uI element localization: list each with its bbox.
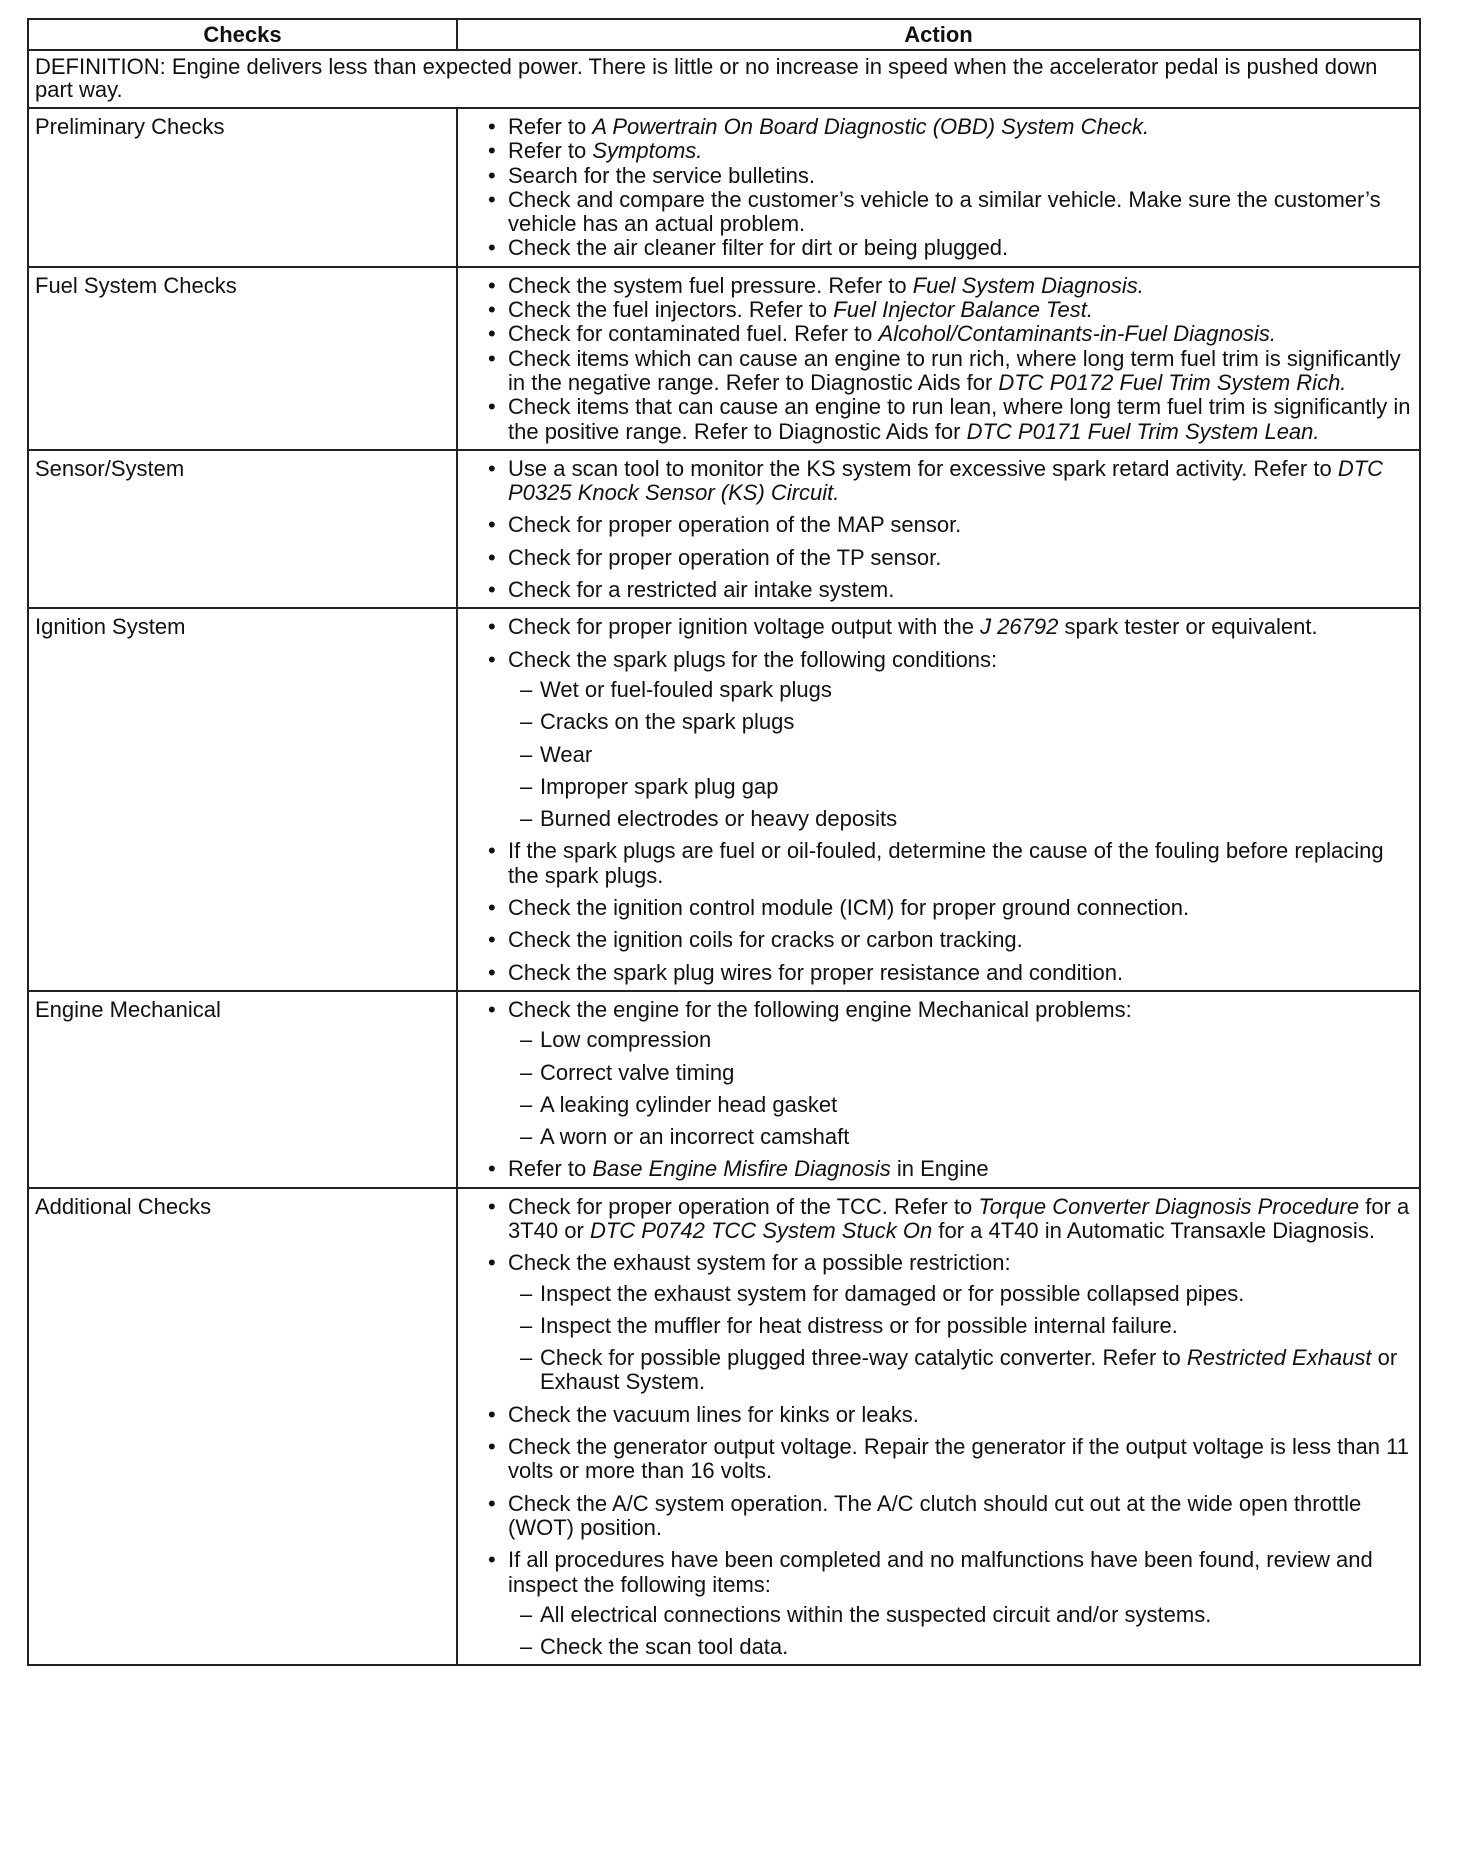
sub-item: – All electrical connections within the suspected circuit and/or systems. [508, 1603, 1411, 1627]
check-label-sensor: Sensor/System [28, 450, 457, 608]
list-item: • Check for proper operation of the TCC. Refer to Torque Converter Diagnosis Procedure for a 3T40 or DTC P0742 TCC System Stuck On for a 4T40 in Automatic Transaxle Diagnosis. [486, 1195, 1411, 1244]
sub-item: – Inspect the exhaust system for damaged or for possible collapsed pipes. [508, 1282, 1411, 1306]
definition-text: DEFINITION: Engine delivers less than expected power. There is little or no increase in speed when the accelerator pedal is pushed down part way. [28, 50, 1420, 108]
check-label-ignition: Ignition System [28, 608, 457, 991]
action-cell-fuel [457, 267, 1420, 450]
list-item: • If the spark plugs are fuel or oil-fouled, determine the cause of the fouling before replacing the spark plugs. [486, 839, 1411, 888]
list-item: • Check the generator output voltage. Repair the generator if the output voltage is less than 11 volts or more than 16 volts. [486, 1435, 1411, 1484]
table-row [28, 450, 1420, 608]
table-row [28, 991, 1420, 1188]
list-item: • Check and compare the customer’s vehicle to a similar vehicle. Make sure the customer’s vehicle has an actual problem. [486, 188, 1411, 237]
sub-item: – Wet or fuel-fouled spark plugs [508, 678, 1411, 702]
action-cell-sensor [457, 450, 1420, 608]
sub-item: – Check for possible plugged three-way catalytic converter. Refer to Restricted Exhaust or Exhaust System. [508, 1346, 1411, 1395]
sub-item: – Burned electrodes or heavy deposits [508, 807, 1411, 831]
list-item: • Check for proper operation of the MAP sensor. [486, 513, 1411, 537]
header-action: Action [457, 19, 1420, 50]
list-item: • Check the system fuel pressure. Refer to Fuel System Diagnosis. [486, 274, 1411, 298]
sub-item: – Correct valve timing [508, 1061, 1411, 1085]
table-row [28, 608, 1420, 991]
list-item: • Check the vacuum lines for kinks or leaks. [486, 1403, 1411, 1427]
list-item: • Check items that can cause an engine to run lean, where long term fuel trim is significantly in the positive range. Refer to Diagnostic Aids for DTC P0171 Fuel Trim System Lean. [486, 395, 1411, 444]
sub-item: – A leaking cylinder head gasket [508, 1093, 1411, 1117]
check-label-fuel: Fuel System Checks [28, 267, 457, 450]
list-item: • Use a scan tool to monitor the KS system for excessive spark retard activity. Refer to DTC P0325 Knock Sensor (KS) Circuit. [486, 457, 1411, 506]
sub-item: – Improper spark plug gap [508, 775, 1411, 799]
sub-item: – Wear [508, 743, 1411, 767]
list-item: • Check the engine for the following engine Mechanical problems: – Low compression – Correct valve timing – A leaking cylinder head gasket – A worn or an incorrect camshaft [486, 998, 1411, 1149]
list-item: • Check the ignition coils for cracks or carbon tracking. [486, 928, 1411, 952]
table-row [28, 267, 1420, 450]
check-label-additional: Additional Checks [28, 1188, 457, 1666]
list-item: • Search for the service bulletins. [486, 164, 1411, 188]
sub-item: – Inspect the muffler for heat distress or for possible internal failure. [508, 1314, 1411, 1338]
diagnosis-table [27, 18, 1421, 1666]
list-item: • Check for contaminated fuel. Refer to Alcohol/Contaminants-in-Fuel Diagnosis. [486, 322, 1411, 346]
action-cell-mechanical [457, 991, 1420, 1188]
list-item: • If all procedures have been completed and no malfunctions have been found, review and inspect the following items: – All electrical connections within the suspected circuit and/or systems. – Check the scan tool data. [486, 1548, 1411, 1659]
table-row [28, 108, 1420, 267]
list-item: • Check items which can cause an engine to run rich, where long term fuel trim is significantly in the negative range. Refer to Diagnostic Aids for DTC P0172 Fuel Trim System Rich. [486, 347, 1411, 396]
list-item: • Check the fuel injectors. Refer to Fuel Injector Balance Test. [486, 298, 1411, 322]
list-item: • Check for proper operation of the TP sensor. [486, 546, 1411, 570]
list-item: • Check the air cleaner filter for dirt or being plugged. [486, 236, 1411, 260]
check-label-mechanical: Engine Mechanical [28, 991, 457, 1188]
action-cell-additional [457, 1188, 1420, 1666]
list-item: • Check for proper ignition voltage output with the J 26792 spark tester or equivalent. [486, 615, 1411, 639]
list-item: • Check the spark plugs for the following conditions: – Wet or fuel-fouled spark plugs – Cracks on the spark plugs – Wear – Improper spark plug gap – Burned electrodes or heavy deposits [486, 648, 1411, 832]
definition-row [28, 50, 1420, 108]
list-item: • Refer to Symptoms. [486, 139, 1411, 163]
table-row [28, 1188, 1420, 1666]
list-item: • Refer to Base Engine Misfire Diagnosis in Engine [486, 1157, 1411, 1181]
list-item: • Check the A/C system operation. The A/C clutch should cut out at the wide open throttle (WOT) position. [486, 1492, 1411, 1541]
sub-item: – Cracks on the spark plugs [508, 710, 1411, 734]
action-cell-ignition [457, 608, 1420, 991]
sub-item: – Low compression [508, 1028, 1411, 1052]
sub-item: – Check the scan tool data. [508, 1635, 1411, 1659]
list-item: • Check the spark plug wires for proper resistance and condition. [486, 961, 1411, 985]
header-checks: Checks [28, 19, 457, 50]
list-item: • Refer to A Powertrain On Board Diagnostic (OBD) System Check. [486, 115, 1411, 139]
list-item: • Check for a restricted air intake system. [486, 578, 1411, 602]
check-label-preliminary: Preliminary Checks [28, 108, 457, 267]
list-item: • Check the ignition control module (ICM) for proper ground connection. [486, 896, 1411, 920]
list-item: • Check the exhaust system for a possible restriction: – Inspect the exhaust system for damaged or for possible collapsed pipes. – Inspect the muffler for heat distress or for possible internal failure. – Check for possible plugged three-way catalytic converter. Refer to Restricted Exhaust or Exhaust System. [486, 1251, 1411, 1394]
sub-item: – A worn or an incorrect camshaft [508, 1125, 1411, 1149]
action-cell-preliminary [457, 108, 1420, 267]
header-row [28, 19, 1420, 50]
